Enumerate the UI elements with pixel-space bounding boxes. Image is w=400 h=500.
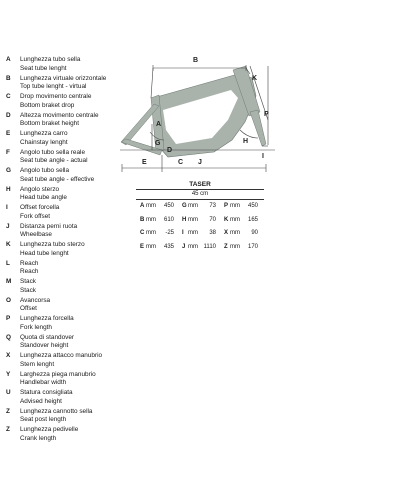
table-cell-value: 170 — [247, 243, 258, 250]
legend-label-italian: Lunghezza tubo sterzo — [20, 241, 85, 248]
legend-letter: J — [6, 222, 10, 230]
table-cell-unit: mm — [188, 203, 198, 209]
table-cell-value: 450 — [247, 203, 258, 209]
table-cell-unit: mm — [146, 230, 156, 236]
table-cell-value: 90 — [251, 230, 258, 236]
legend-label-italian: Offset forcella — [20, 204, 60, 211]
label-C: C — [178, 159, 184, 166]
legend-label-english: Crank length — [20, 434, 57, 442]
table-cell-letter: H — [182, 216, 187, 223]
label-G: G — [155, 140, 161, 147]
table-cell-letter: P — [224, 203, 229, 209]
legend-label-english: Seat tube angle - actual — [20, 157, 88, 165]
label-I: I — [262, 153, 264, 160]
label-H: H — [243, 138, 249, 145]
table-row — [136, 241, 264, 255]
table-cell-unit: mm — [188, 243, 198, 250]
table-cell-letter: G — [182, 203, 187, 209]
legend-label-italian: Lunghezza forcella — [20, 315, 74, 322]
legend-letter: F — [6, 148, 10, 156]
legend-label-english: Advised height — [20, 397, 62, 405]
legend-letter: K — [6, 241, 11, 248]
table-cell-unit: mm — [146, 203, 156, 209]
legend-label-english: Chainstay lenght — [20, 138, 68, 146]
legend-label-english: Stack — [20, 286, 36, 294]
table-cell-value: -25 — [165, 230, 174, 236]
legend-label-english: Bottom braket drop — [20, 101, 75, 109]
legend-label-english: Seat tube lenght — [20, 64, 67, 72]
legend-letter: A — [6, 56, 11, 63]
legend-label-english: Fork length — [20, 323, 52, 331]
label-E: E — [142, 159, 147, 166]
label-K: K — [252, 75, 258, 82]
legend-label-italian: Drop movimento centrale — [20, 93, 92, 100]
legend-label-english: Stem lenght — [20, 360, 55, 368]
table-cell-unit: mm — [146, 216, 156, 223]
legend-label-english: Handlebar width — [20, 379, 67, 387]
legend-label-italian: Distanza perni ruota — [20, 222, 78, 230]
table-cell-unit: mm — [230, 203, 240, 209]
table-cell-letter: B — [140, 216, 145, 223]
table-cell-letter: I — [182, 230, 184, 236]
legend-letter: D — [6, 111, 11, 119]
geometry-table — [136, 180, 264, 254]
table-cell-letter: X — [224, 230, 229, 236]
table-cell-value: 165 — [247, 216, 258, 223]
seat-tube-extension — [151, 68, 153, 98]
legend-label-english: Bottom braket height — [20, 120, 79, 128]
table-cell-value: 70 — [209, 216, 216, 223]
legend-letter: Q — [6, 333, 11, 341]
legend-label-english: Seat post length — [20, 416, 67, 424]
legend-label-italian: Lunghezza cannotto sella — [20, 407, 93, 415]
legend-label-italian: Altezza movimento centrale — [20, 111, 99, 119]
table-cell-letter: C — [140, 230, 145, 236]
legend-label-english: Reach — [20, 268, 39, 276]
legend-label-italian: Lunghezza carro — [20, 130, 68, 137]
table-cell-value: 38 — [209, 230, 216, 236]
legend-label-english: Wheelbase — [20, 231, 52, 239]
label-J: J — [198, 159, 202, 166]
legend-letter: C — [6, 93, 11, 100]
legend-letter: M — [6, 278, 12, 285]
table-cell-value: 450 — [163, 203, 174, 209]
table-title: TASER — [189, 181, 211, 188]
legend-letter: H — [6, 185, 11, 193]
label-D: D — [167, 147, 173, 154]
table-cell-unit: mm — [230, 230, 240, 236]
table-cell-value: 73 — [209, 203, 216, 209]
head-angle-arc — [240, 130, 258, 138]
legend-label-italian: Lunghezza tubo sella — [20, 56, 81, 63]
table-cell-unit: mm — [188, 216, 198, 223]
legend-letter: L — [6, 259, 10, 267]
legend-letter: Z — [6, 426, 10, 433]
label-A: A — [156, 121, 162, 128]
table-row — [136, 200, 264, 214]
legend-letter: U — [6, 389, 11, 396]
table-cell-unit: mm — [188, 230, 198, 236]
table-cell-value: 1110 — [203, 243, 216, 250]
legend-label-italian: Quota di standover — [20, 333, 74, 341]
legend-letter: G — [6, 167, 11, 174]
legend-label-english: Head tube lenght — [20, 249, 69, 257]
table-row — [136, 227, 264, 241]
legend-letter: B — [6, 74, 11, 82]
label-P: P — [264, 111, 269, 118]
table-cell-letter: K — [224, 216, 229, 223]
legend-label-italian: Lunghezza pedivelle — [20, 426, 79, 433]
table-cell-value: 435 — [163, 243, 174, 250]
table-cell-unit: mm — [230, 243, 240, 250]
legend-letter: O — [6, 296, 11, 304]
legend-label-english: Seat tube angle - effective — [20, 175, 95, 183]
legend-letter: E — [6, 130, 11, 137]
table-size: 45 cm — [191, 191, 209, 197]
table-cell-value: 610 — [163, 216, 174, 223]
legend-letter: Z — [6, 407, 10, 415]
table-cell-letter: E — [140, 243, 145, 250]
legend-label-italian: Angolo tubo sella — [20, 167, 70, 174]
legend-label-italian: Angolo tubo sella reale — [20, 148, 86, 156]
legend-letter: P — [6, 315, 11, 322]
legend-label-italian: Lunghezza attacco manubrio — [20, 352, 103, 359]
legend-label-italian: Stack — [20, 278, 36, 285]
legend-label-english: Offset — [20, 305, 37, 313]
table-cell-letter: A — [140, 203, 145, 209]
legend-label-english: Standover height — [20, 342, 69, 350]
legend-label-italian: Angolo sterzo — [20, 185, 60, 193]
legend-letter: Y — [6, 370, 11, 378]
table-body — [136, 200, 264, 254]
legend-letter: I — [6, 204, 8, 211]
legend-label-italian: Statura consigliata — [20, 389, 73, 396]
legend-label-italian: Avancorsa — [20, 296, 51, 304]
legend-label-italian: Reach — [20, 259, 39, 267]
table-cell-letter: J — [182, 243, 186, 250]
legend-label-italian: Lunghezza virtuale orizzontale — [20, 74, 107, 82]
legend-letter: X — [6, 352, 11, 359]
table-cell-letter: Z — [224, 243, 228, 250]
legend-label-english: Top tube lenght - virtual — [20, 83, 87, 91]
table-cell-unit: mm — [230, 216, 240, 223]
legend-label-english: Head tube angle — [20, 194, 67, 202]
label-B: B — [193, 57, 199, 64]
table-row — [136, 214, 264, 228]
legend-label-english: Fork offset — [20, 212, 51, 220]
legend-label-italian: Larghezza piega manubrio — [20, 370, 96, 378]
table-cell-unit: mm — [146, 243, 156, 250]
